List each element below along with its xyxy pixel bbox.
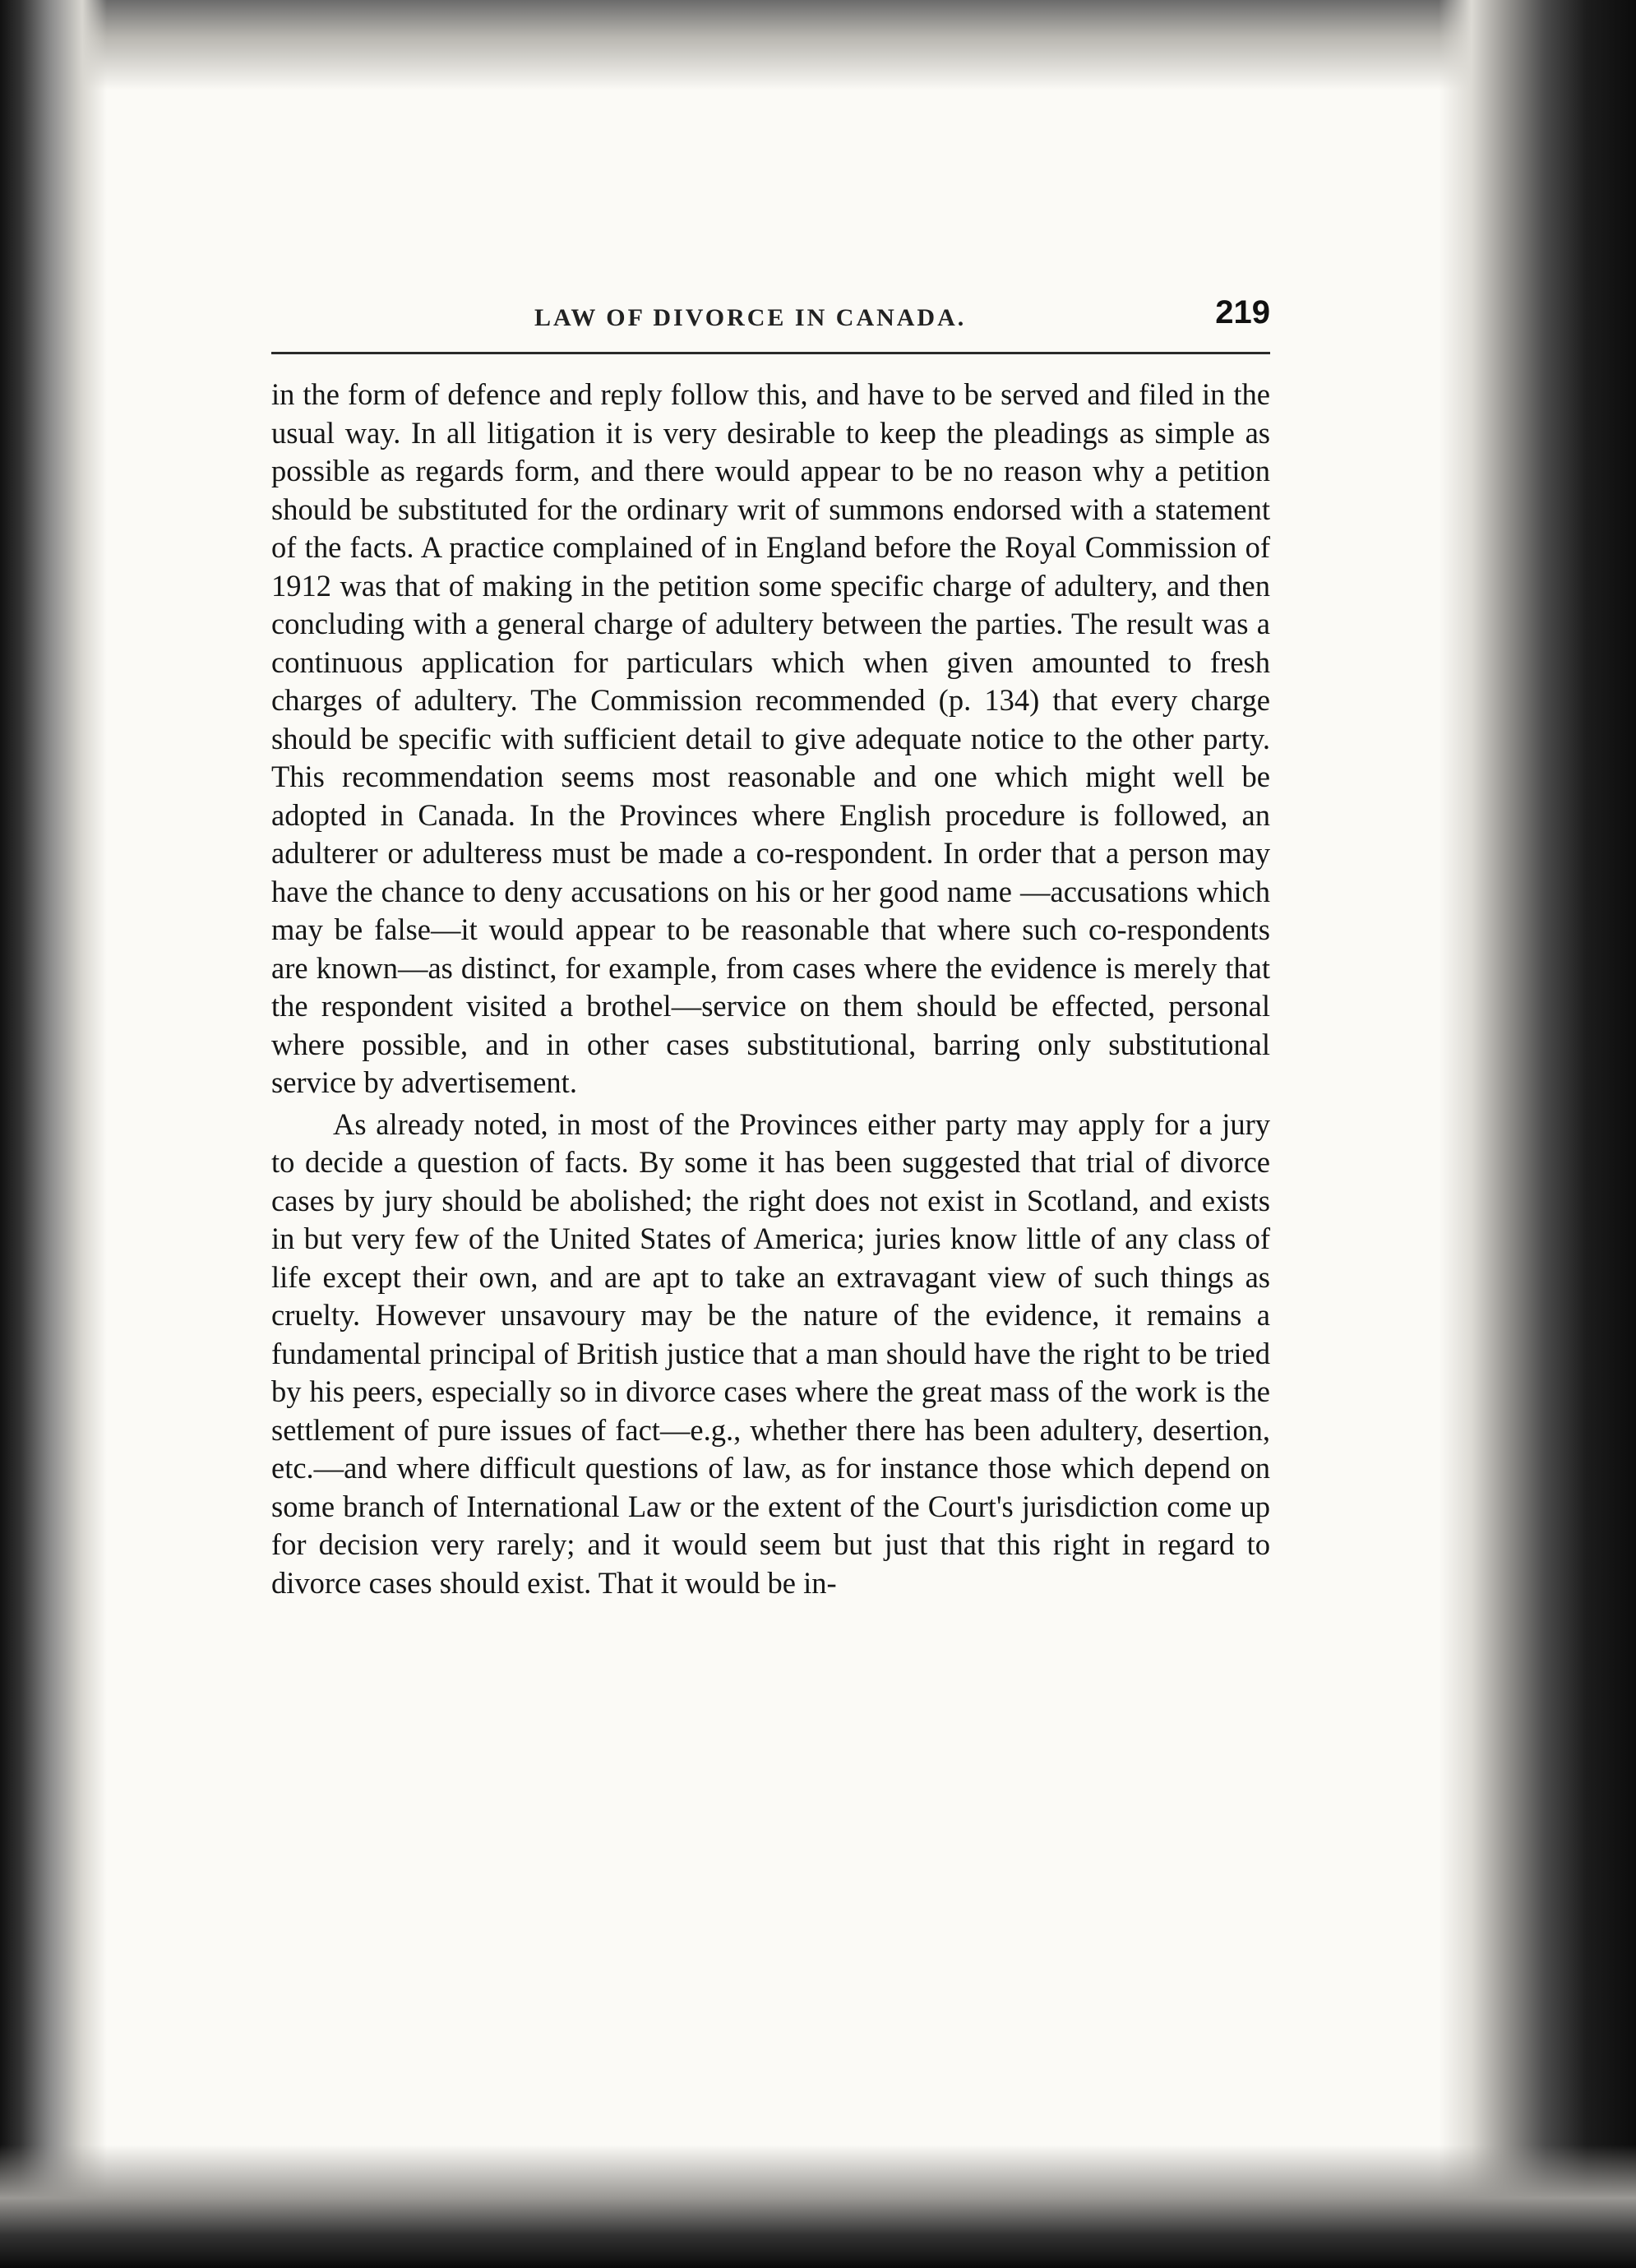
scan-edge-right — [1439, 0, 1636, 2268]
scan-edge-left — [0, 0, 107, 2268]
running-head — [271, 279, 1270, 345]
scan-edge-bottom — [0, 2145, 1636, 2268]
header-rule — [271, 352, 1270, 354]
body-paragraph: As already noted, in most of the Provinces either party may apply for a jury to decide a question of facts. By some it has been suggested that trial of divorce cases by jury should be abolished; the right does not exist in Scotland, and exists in but very few of the United States of America; juries know little of any class of life except their own, and are apt to take an extravagant view of such things as cruelty. However unsavoury may be the nature of the evidence, it remains a fundamental principal of British justice that a man should have the right to be tried by his peers, especially so in divorce cases where the great mass of the work is the settlement of pure issues of fact—e.g., whether there has been adultery, desertion, etc.—and where difficult questions of law, as for instance those which depend on some branch of International Law or the extent of the Court's jurisdiction come up for decision very rarely; and it would seem but just that this right in regard to divorce cases should exist. That it would be in- — [271, 1106, 1270, 1600]
running-head-title: LAW OF DIVORCE IN CANADA. — [534, 304, 967, 331]
book-page — [271, 279, 1270, 1602]
scan-edge-top — [0, 0, 1636, 90]
body-paragraph: in the form of defence and reply follow this, and have to be served and filed in the usual way. In all litigation it is very desirable to keep the pleadings as simple as possible as regards form, and there would appear to be no reason why a petition should be substituted for the ordinary writ of summons endorsed with a statement of the facts. A practice complained of in England before the Royal Commission of 1912 was that of making in the petition some specific charge of adultery, and then concluding with a general charge of adultery between the parties. The result was a continuous application for particulars which when given amounted to fresh charges of adultery. The Commission recommended (p. 134) that every charge should be specific with sufficient detail to give adequate notice to the other party. This recommendation seems most reasonable and one which might well be adopted in Canada. In the Provinces where English procedure is followed, an adulterer or adulteress must be made a co-respondent. In order that a person may have the chance to deny accusations on his or her good name —accusations which may be false—it would appear to be reasonable that where such co-respondents are known—as distinct, for example, from cases where the evidence is merely that the respondent visited a brothel—service on them should be effected, personal where possible, and in other cases substitutional, barring only substitutional service by advertisement. — [271, 377, 1270, 1099]
page-number: 219 — [1215, 294, 1270, 330]
